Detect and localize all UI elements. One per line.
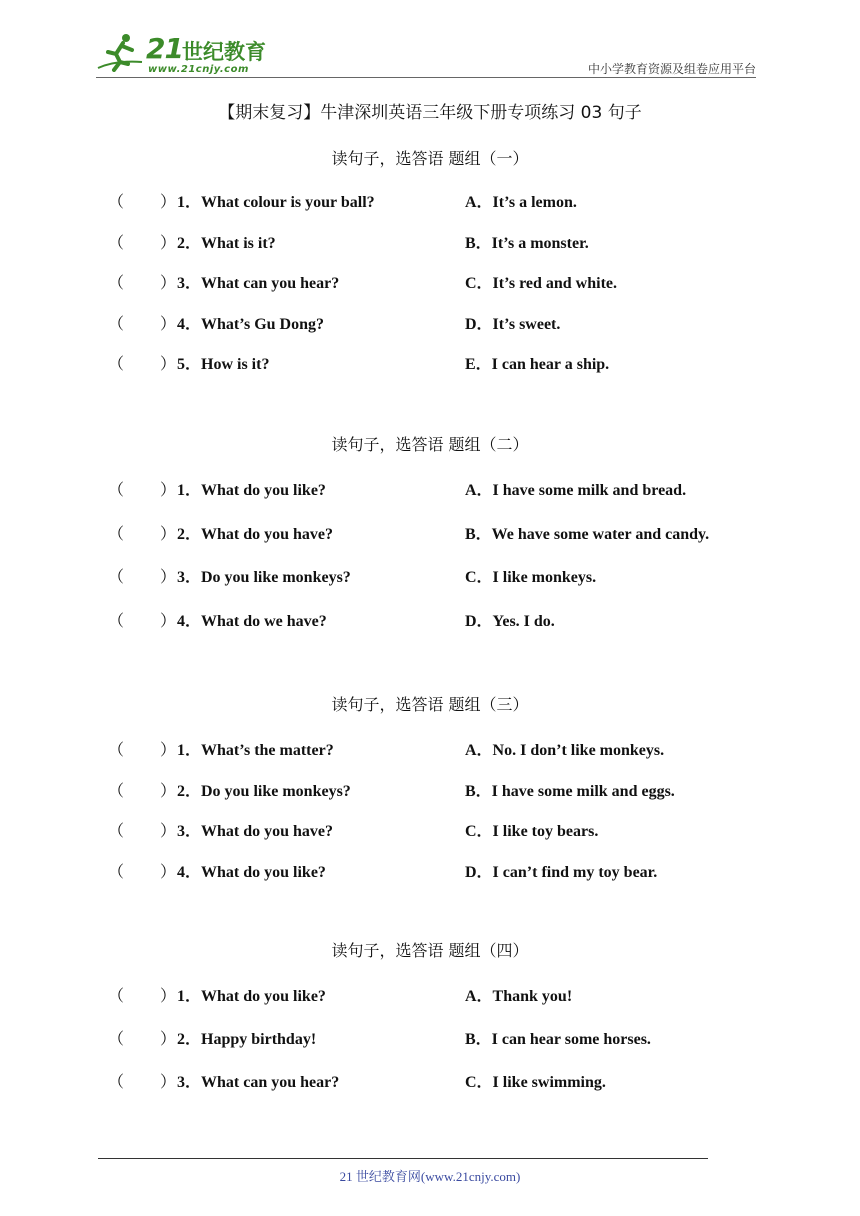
header-divider — [96, 77, 756, 78]
logo — [96, 30, 266, 78]
question-text: 1．What colour is your ball? — [177, 194, 375, 211]
answer-blank-open: （ — [108, 194, 125, 211]
logo-number: 21 — [146, 32, 183, 65]
question-text: 5．How is it? — [177, 356, 270, 373]
logo-brand: 世纪教育 — [182, 40, 266, 64]
answer-blank-close: ） — [160, 613, 177, 631]
logo-url: www.21cnjy.com — [148, 64, 249, 75]
answer-option: A．I have some milk and bread. — [465, 482, 687, 499]
runner-logo-icon — [96, 32, 144, 72]
answer-option: E．I can hear a ship. — [465, 356, 610, 373]
question-row — [0, 477, 860, 501]
answer-blank-open: （ — [108, 356, 125, 373]
question-text: 4．What’s Gu Dong? — [177, 315, 324, 333]
answer-blank-open: （ — [108, 315, 125, 333]
answer-blank-open: （ — [108, 823, 125, 840]
question-row — [0, 737, 860, 761]
question-row — [0, 230, 860, 254]
answer-blank-close: ） — [160, 194, 177, 211]
question-row — [0, 608, 860, 632]
answer-option: B．We have some water and candy. — [465, 525, 710, 543]
answer-blank-open: （ — [108, 482, 125, 499]
question-text: 3．What can you hear? — [177, 275, 340, 292]
question-text: 1．What do you like? — [177, 482, 326, 499]
answer-option: B．It’s a monster. — [465, 234, 589, 252]
answer-blank-open: （ — [108, 275, 125, 292]
answer-option: B．I can hear some horses. — [465, 1031, 651, 1048]
answer-blank-open: （ — [108, 234, 125, 252]
answer-blank-open: （ — [108, 742, 125, 759]
answer-blank-close: ） — [160, 275, 177, 292]
answer-blank-close: ） — [160, 1074, 177, 1091]
answer-blank-close: ） — [160, 742, 177, 759]
question-text: 1．What do you like? — [177, 988, 326, 1005]
question-text: 2．What is it? — [177, 234, 276, 252]
section-title: 读句子，选答语 题组（二） — [331, 435, 529, 454]
question-text: 2．Happy birthday! — [177, 1031, 317, 1048]
answer-blank-open: （ — [108, 1031, 125, 1048]
answer-blank-open: （ — [108, 525, 125, 543]
question-row — [0, 983, 860, 1007]
answer-blank-close: ） — [160, 356, 177, 373]
question-row — [0, 270, 860, 294]
answer-option: C．I like swimming. — [465, 1074, 606, 1091]
answer-blank-close: ） — [160, 863, 177, 881]
answer-blank-open: （ — [108, 613, 125, 631]
question-row — [0, 521, 860, 545]
answer-option: C．I like toy bears. — [465, 823, 599, 840]
answer-option: D．I can’t find my toy bear. — [465, 863, 658, 881]
answer-blank-close: ） — [160, 569, 177, 587]
footer-divider — [98, 1158, 708, 1159]
section-title: 读句子，选答语 题组（一） — [331, 149, 529, 168]
page-header — [96, 30, 756, 78]
question-text: 2．What do you have? — [177, 525, 334, 543]
answer-blank-close: ） — [160, 315, 177, 333]
answer-blank-open: （ — [108, 988, 125, 1005]
header-tagline: 中小学教育资源及组卷应用平台 — [587, 62, 756, 76]
answer-blank-open: （ — [108, 1074, 125, 1091]
question-row — [0, 859, 860, 883]
answer-blank-close: ） — [160, 1031, 177, 1048]
question-row — [0, 564, 860, 588]
page-title: 【期末复习】牛津深圳英语三年级下册专项练习 03 句子 — [218, 103, 642, 123]
answer-blank-close: ） — [160, 823, 177, 840]
answer-blank-close: ） — [160, 988, 177, 1005]
answer-blank-open: （ — [108, 569, 125, 587]
answer-option: D．Yes. I do. — [465, 613, 555, 631]
answer-blank-close: ） — [160, 482, 177, 499]
section-title: 读句子，选答语 题组（三） — [331, 695, 529, 714]
question-row — [0, 351, 860, 375]
answer-blank-open: （ — [108, 863, 125, 881]
answer-option: A．Thank you! — [465, 988, 573, 1005]
question-row — [0, 189, 860, 213]
answer-option: A．It’s a lemon. — [465, 194, 577, 211]
question-row — [0, 1026, 860, 1050]
answer-blank-open: （ — [108, 782, 125, 800]
question-text: 3．What do you have? — [177, 823, 334, 840]
answer-blank-close: ） — [160, 782, 177, 800]
answer-option: A．No. I don’t like monkeys. — [465, 742, 665, 759]
answer-option: B．I have some milk and eggs. — [465, 782, 675, 800]
question-text: 3．Do you like monkeys? — [177, 569, 351, 587]
answer-blank-close: ） — [160, 525, 177, 543]
question-row — [0, 1069, 860, 1093]
footer-text: 21 世纪教育网(www.21cnjy.com) — [339, 1169, 521, 1184]
section-title: 读句子，选答语 题组（四） — [331, 941, 529, 960]
question-text: 4．What do you like? — [177, 863, 326, 881]
question-text: 3．What can you hear? — [177, 1074, 340, 1091]
answer-option: D．It’s sweet. — [465, 315, 561, 333]
answer-option: C．It’s red and white. — [465, 275, 618, 292]
question-text: 2．Do you like monkeys? — [177, 782, 351, 800]
question-text: 4．What do we have? — [177, 613, 327, 631]
question-row — [0, 311, 860, 335]
question-text: 1．What’s the matter? — [177, 742, 334, 759]
question-row — [0, 778, 860, 802]
answer-blank-close: ） — [160, 234, 177, 252]
question-row — [0, 818, 860, 842]
answer-option: C．I like monkeys. — [465, 569, 597, 587]
